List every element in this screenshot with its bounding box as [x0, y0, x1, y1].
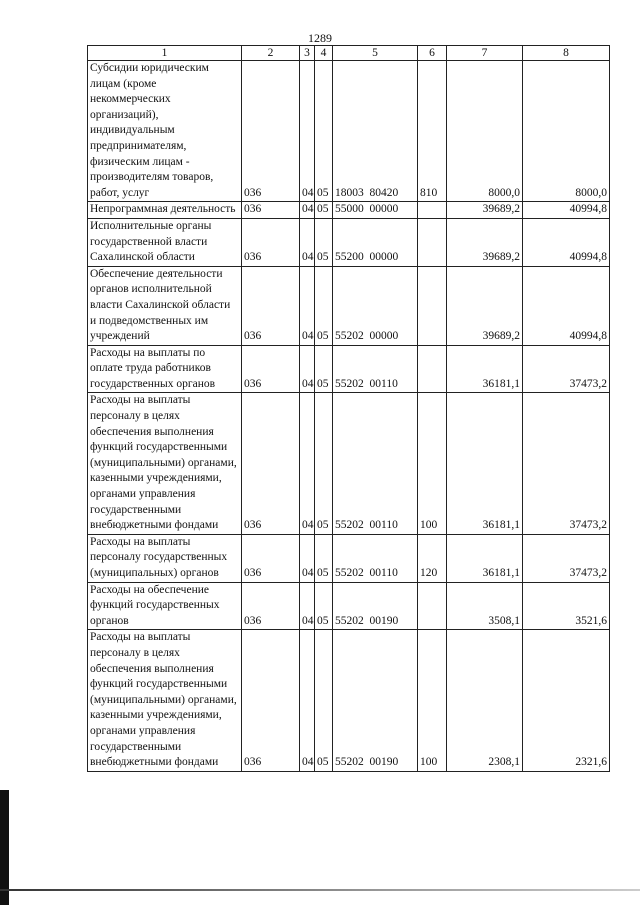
row-target-article: 55202 00000: [333, 266, 418, 345]
row-section: 04: [300, 582, 315, 630]
row-section: 04: [300, 534, 315, 582]
row-name: Непрограммная деятельность: [88, 202, 242, 219]
row-expense-type: [418, 266, 447, 345]
row-target-article: 55000 00000: [333, 202, 418, 219]
row-amount-year1: 2308,1: [447, 630, 523, 771]
row-amount-year1: 3508,1: [447, 582, 523, 630]
row-target-article: 55200 00000: [333, 218, 418, 266]
table-row: [88, 266, 610, 345]
row-ministry-code: 036: [242, 218, 300, 266]
row-amount-year2: 37473,2: [523, 534, 610, 582]
row-name: Расходы на обеспечение функций государственных органов: [88, 582, 242, 630]
row-expense-type: 100: [418, 630, 447, 771]
row-name: Субсидии юридическим лицам (кроме некоммерческих организаций), индивидуальным предпринимателям, физическим лицам - производителям товаров, работ, услуг: [88, 61, 242, 202]
row-amount-year2: 37473,2: [523, 345, 610, 393]
row-expense-type: [418, 202, 447, 219]
row-expense-type: [418, 345, 447, 393]
table-row: [88, 345, 610, 393]
row-ministry-code: 036: [242, 582, 300, 630]
row-amount-year2: 40994,8: [523, 266, 610, 345]
table-row: [88, 582, 610, 630]
scan-bottom-line: [0, 889, 640, 891]
row-expense-type: [418, 218, 447, 266]
row-amount-year2: 8000,0: [523, 61, 610, 202]
table-row: [88, 202, 610, 219]
table-row: [88, 393, 610, 534]
row-subsection: 05: [315, 266, 333, 345]
row-ministry-code: 036: [242, 393, 300, 534]
row-target-article: 55202 00190: [333, 582, 418, 630]
col-header-8: 8: [523, 46, 610, 61]
row-target-article: 55202 00110: [333, 393, 418, 534]
row-section: 04: [300, 345, 315, 393]
row-amount-year1: 39689,2: [447, 218, 523, 266]
row-ministry-code: 036: [242, 61, 300, 202]
row-expense-type: [418, 582, 447, 630]
row-amount-year2: 3521,6: [523, 582, 610, 630]
row-ministry-code: 036: [242, 534, 300, 582]
row-amount-year1: 39689,2: [447, 202, 523, 219]
row-name: Расходы на выплаты персоналу в целях обеспечения выполнения функций государственными (муниципальными) органами, казенными учреждениями, органами управления государственными внебюджетными фондами: [88, 630, 242, 771]
row-expense-type: 100: [418, 393, 447, 534]
row-subsection: 05: [315, 202, 333, 219]
row-amount-year1: 36181,1: [447, 345, 523, 393]
row-target-article: 55202 00110: [333, 345, 418, 393]
row-subsection: 05: [315, 345, 333, 393]
col-header-2: 2: [242, 46, 300, 61]
col-header-6: 6: [418, 46, 447, 61]
row-target-article: 55202 00190: [333, 630, 418, 771]
row-section: 04: [300, 393, 315, 534]
col-header-1: 1: [88, 46, 242, 61]
row-section: 04: [300, 202, 315, 219]
row-amount-year1: 8000,0: [447, 61, 523, 202]
row-amount-year2: 40994,8: [523, 218, 610, 266]
row-ministry-code: 036: [242, 266, 300, 345]
row-amount-year1: 36181,1: [447, 534, 523, 582]
row-subsection: 05: [315, 582, 333, 630]
row-ministry-code: 036: [242, 345, 300, 393]
scan-edge-mark: [0, 790, 9, 905]
col-header-7: 7: [447, 46, 523, 61]
row-section: 04: [300, 61, 315, 202]
row-name: Исполнительные органы государственной власти Сахалинской области: [88, 218, 242, 266]
row-ministry-code: 036: [242, 202, 300, 219]
row-target-article: 18003 80420: [333, 61, 418, 202]
page-number: 1289: [308, 31, 332, 45]
row-expense-type: 810: [418, 61, 447, 202]
col-header-4: 4: [315, 46, 333, 61]
table-row: [88, 534, 610, 582]
row-amount-year2: 37473,2: [523, 393, 610, 534]
row-amount-year2: 40994,8: [523, 202, 610, 219]
table-header-row: [88, 46, 610, 61]
row-subsection: 05: [315, 61, 333, 202]
budget-table: [87, 45, 610, 772]
table-row: [88, 630, 610, 771]
row-ministry-code: 036: [242, 630, 300, 771]
row-subsection: 05: [315, 630, 333, 771]
row-expense-type: 120: [418, 534, 447, 582]
row-subsection: 05: [315, 393, 333, 534]
row-subsection: 05: [315, 534, 333, 582]
table-row: [88, 61, 610, 202]
table-row: [88, 218, 610, 266]
row-name: Расходы на выплаты персоналу государственных (муниципальных) органов: [88, 534, 242, 582]
row-section: 04: [300, 218, 315, 266]
row-subsection: 05: [315, 218, 333, 266]
row-amount-year1: 36181,1: [447, 393, 523, 534]
row-amount-year2: 2321,6: [523, 630, 610, 771]
row-name: Расходы на выплаты по оплате труда работников государственных органов: [88, 345, 242, 393]
row-target-article: 55202 00110: [333, 534, 418, 582]
row-section: 04: [300, 266, 315, 345]
row-name: Обеспечение деятельности органов исполнительной власти Сахалинской области и подведомственных им учреждений: [88, 266, 242, 345]
row-name: Расходы на выплаты персоналу в целях обеспечения выполнения функций государственными (муниципальными) органами, казенными учреждениями, органами управления государственными внебюджетными фондами: [88, 393, 242, 534]
row-section: 04: [300, 630, 315, 771]
col-header-3: 3: [300, 46, 315, 61]
row-amount-year1: 39689,2: [447, 266, 523, 345]
col-header-5: 5: [333, 46, 418, 61]
